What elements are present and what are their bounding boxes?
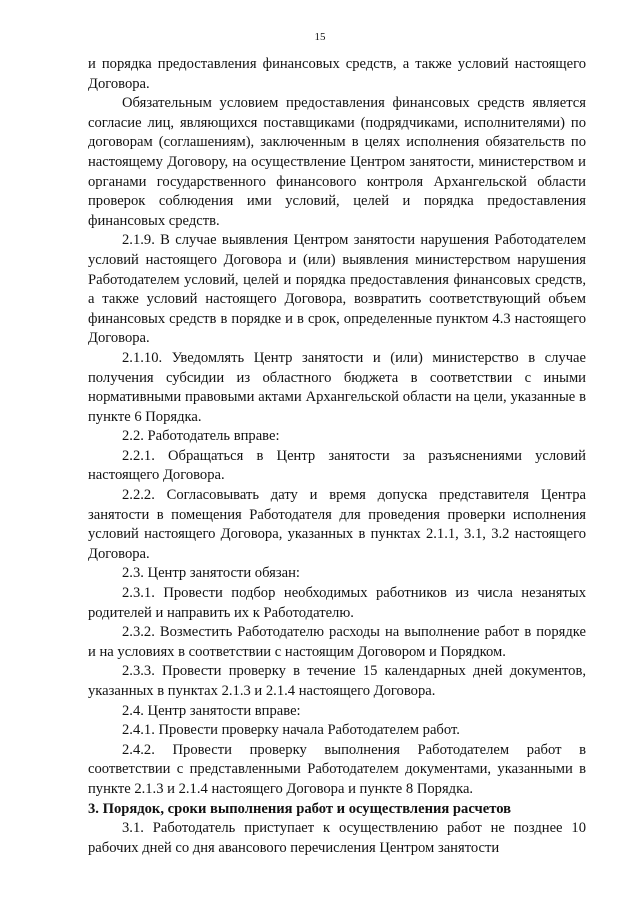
paragraph-mandatory-condition: Обязательным условием предоставления финансовых средств является согласие лиц, являющихся поставщиками (подрядчиками, исполнителями) по договорам (соглашениям), заключенным в целях исполнения обязательств по настоящему Договору, на осуществление Центром занятости, министерством и органами государственного финансового контроля Архангельской области проверок соблюдения ими условий, целей и порядка предоставления финансовых средств. <box>88 95 586 229</box>
clause-2-3-3: 2.3.3. Провести проверку в течение 15 календарных дней документов, указанных в пунктах 2.1.3 и 2.1.4 настоящего Договора. <box>88 663 586 699</box>
clause-2-4: 2.4. Центр занятости вправе: <box>122 702 301 719</box>
clause-2-2-1: 2.2.1. Обращаться в Центр занятости за разъяснениями условий настоящего Договора. <box>88 447 586 484</box>
clause-2-1-10: 2.1.10. Уведомлять Центр занятости и (или) министерство в случае получения субсидии из областного бюджета в соответствии с иными нормативными правовыми актами Архангельской области на цели, указанные в пункте 6 Порядка. <box>88 349 586 425</box>
clause-3-1: 3.1. Работодатель приступает к осуществлению работ не позднее 10 рабочих дней со дня авансового перечисления Центром занятости <box>88 820 586 856</box>
paragraph-continuation: и порядка предоставления финансовых средств, а также условий настоящего Договора. <box>88 56 586 92</box>
section-heading: 3. Порядок, сроки выполнения работ и осуществления расчетов <box>88 800 512 817</box>
clause-2-4-1: 2.4.1. Провести проверку начала Работодателем работ. <box>122 722 460 739</box>
clause-2-2-2: 2.2.2. Согласовывать дату и время допуска представителя Центра занятости в помещения Работодателя для проведения проверки исполнения условий настоящего Договора, указанных в пунктах 2.1.1, 3.1, 3.2 настоящего Договора. <box>88 487 586 562</box>
clause-2-3-2: 2.3.2. Возместить Работодателю расходы на выполнение работ в порядке и на условиях в соответствии с настоящим Договором и Порядком. <box>88 624 586 660</box>
clause-2-2: 2.2. Работодатель вправе: <box>122 428 280 445</box>
page-number: 15 <box>314 31 326 43</box>
document-body <box>88 55 586 858</box>
clause-2-4-2: 2.4.2. Провести проверку выполнения Работодателем работ в соответствии с представленными Работодателем документами, указанными в пункте 2.1.3 и 2.1.4 настоящего Договора и пункте 8 Порядка. <box>88 741 586 797</box>
clause-2-3-1: 2.3.1. Провести подбор необходимых работников из числа незанятых родителей и направить их к Работодателю. <box>88 585 586 621</box>
clause-2-3: 2.3. Центр занятости обязан: <box>122 565 300 582</box>
clause-2-1-9: 2.1.9. В случае выявления Центром занятости нарушения Работодателем условий настоящего Договора и (или) выявления министерством нарушения Работодателем условий, целей и порядка предоставления финансовых средств, а также условий настоящего Договора, возвратить соответствующий объем финансовых средств в порядке и в срок, определенные пунктом 4.3 настоящего Договора. <box>88 232 586 347</box>
